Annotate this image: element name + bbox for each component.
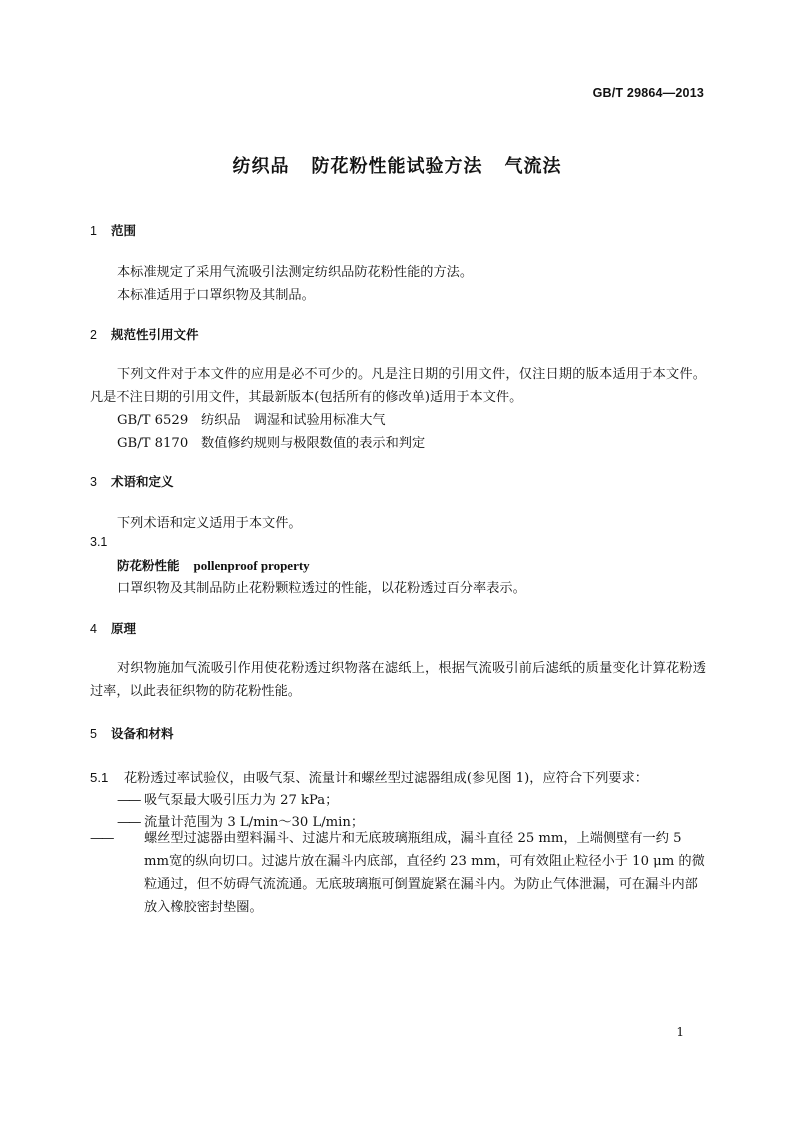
reference-title: 纺织品 调湿和试验用标准大气 bbox=[201, 413, 386, 428]
section-3-paragraph-1: 下列术语和定义适用于本文件。 bbox=[117, 516, 302, 531]
section-1-paragraph-1: 本标准规定了采用气流吸引法测定纺织品防花粉性能的方法。 bbox=[117, 265, 474, 280]
section-number: 2 bbox=[90, 328, 97, 342]
term-english: pollenproof property bbox=[193, 558, 310, 573]
term-heading bbox=[117, 556, 310, 574]
section-3-heading bbox=[90, 472, 174, 490]
section-4-paragraph-1: 对织物施加气流吸引作用使花粉透过织物落在滤纸上，根据气流吸引前后滤纸的质量变化计算花粉透过率，以此表征织物的防花粉性能。 bbox=[90, 661, 706, 699]
section-5-heading bbox=[90, 724, 174, 742]
section-title: 范围 bbox=[111, 223, 137, 238]
clause-5-1 bbox=[90, 767, 648, 786]
clause-text: 花粉透过率试验仪，由吸气泵、流量计和螺丝型过滤器组成(参见图 1)，应符合下列要求： bbox=[124, 771, 648, 786]
requirement-item bbox=[90, 827, 707, 919]
reference-item bbox=[117, 432, 425, 451]
term-chinese: 防花粉性能 bbox=[117, 558, 180, 573]
section-1-paragraph-2: 本标准适用于口罩织物及其制品。 bbox=[117, 288, 315, 303]
page-number: 1 bbox=[676, 1025, 684, 1039]
dash-marker: —— bbox=[117, 793, 140, 808]
section-number: 3 bbox=[90, 475, 97, 489]
section-title: 术语和定义 bbox=[111, 474, 174, 489]
title-part-3: 气流法 bbox=[504, 156, 562, 177]
reference-code: GB/T 8170 bbox=[117, 436, 189, 451]
clause-number: 5.1 bbox=[90, 770, 109, 785]
section-4-heading bbox=[90, 619, 136, 637]
document-title bbox=[0, 152, 794, 178]
section-title: 规范性引用文件 bbox=[111, 327, 199, 342]
title-part-1: 纺织品 bbox=[232, 156, 290, 177]
section-title: 设备和材料 bbox=[111, 726, 174, 741]
dash-marker: —— bbox=[90, 831, 113, 846]
section-number: 4 bbox=[90, 622, 97, 636]
dash-marker: —— bbox=[117, 815, 140, 830]
section-2-paragraph-1: 下列文件对于本文件的应用是必不可少的。凡是注日期的引用文件，仅注日期的版本适用于本文件。凡是不注日期的引用文件，其最新版本(包括所有的修改单)适用于本文件。 bbox=[90, 367, 706, 405]
section-title: 原理 bbox=[111, 621, 137, 636]
requirement-text: 流量计范围为 3 L/min～30 L/min； bbox=[144, 815, 365, 830]
document-id: GB/T 29864—2013 bbox=[592, 86, 704, 100]
section-number: 1 bbox=[90, 224, 97, 238]
reference-title: 数值修约规则与极限数值的表示和判定 bbox=[201, 436, 426, 451]
title-part-2: 防花粉性能试验方法 bbox=[311, 156, 483, 177]
section-number: 5 bbox=[90, 727, 97, 741]
requirement-text: 吸气泵最大吸引压力为 27 kPa； bbox=[144, 793, 339, 808]
reference-item bbox=[117, 409, 386, 428]
requirement-text: 螺丝型过滤器由塑料漏斗、过滤片和无底玻璃瓶组成，漏斗直径 25 mm，上端侧壁有一约 5 mm宽的纵向切口。过滤片放在漏斗内底部，直径约 23 mm，可有效阻止粒径小于 10 μm 的微粒通过，但不妨碍气流流通。无底玻璃瓶可倒置旋紧在漏斗内。为防止气体泄漏，可在漏斗内部放入橡胶密封垫圈。 bbox=[144, 831, 705, 915]
reference-code: GB/T 6529 bbox=[117, 413, 189, 428]
requirement-item bbox=[117, 789, 338, 808]
section-1-heading bbox=[90, 221, 136, 239]
section-2-heading bbox=[90, 325, 199, 343]
term-definition: 口罩织物及其制品防止花粉颗粒透过的性能，以花粉透过百分率表示。 bbox=[117, 581, 526, 596]
term-number: 3.1 bbox=[90, 535, 108, 549]
